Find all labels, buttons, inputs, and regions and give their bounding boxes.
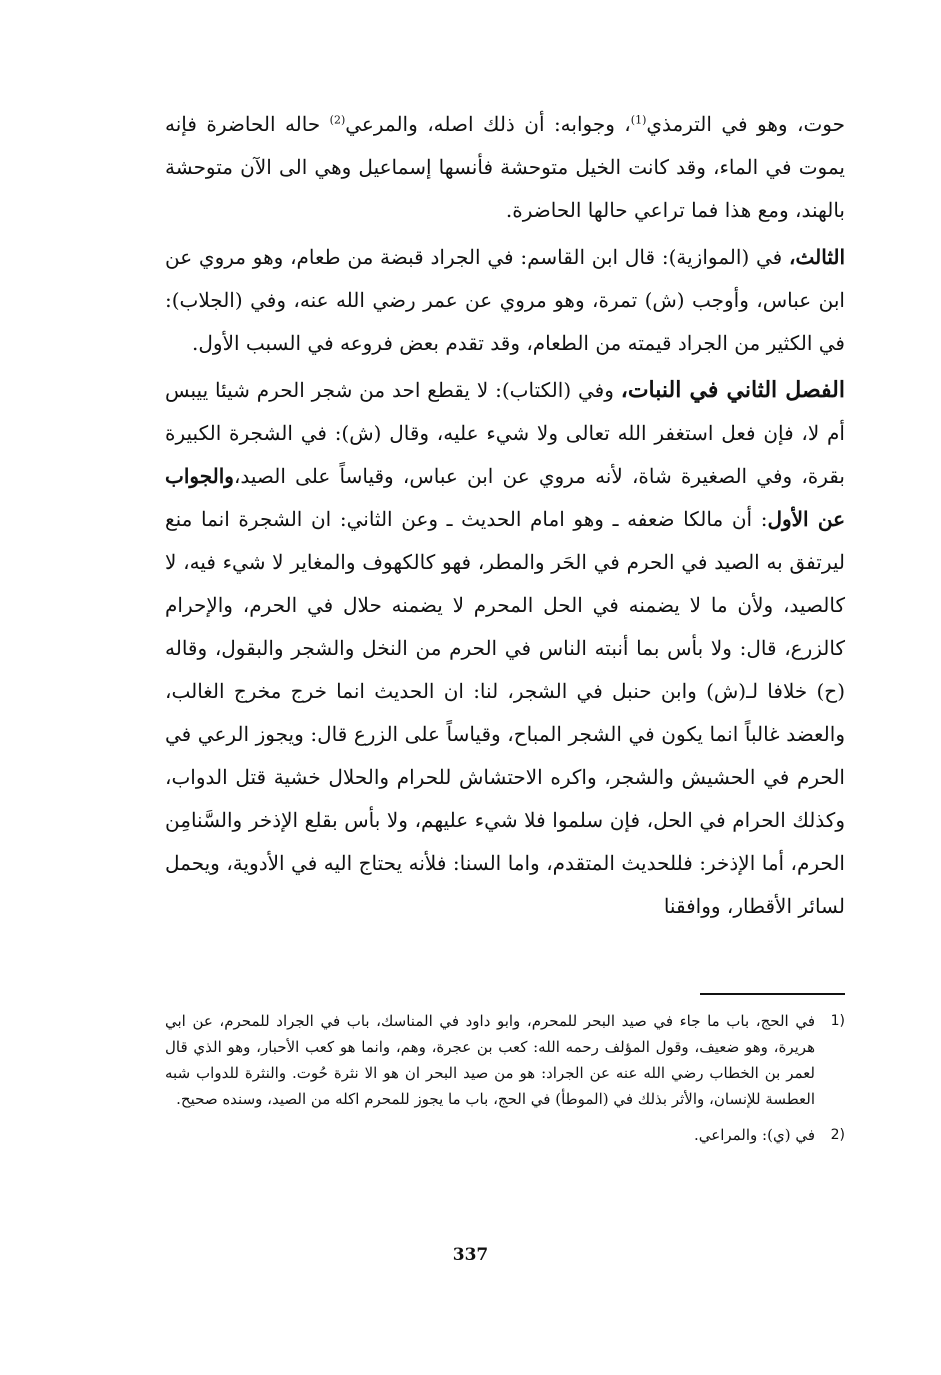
footnote-2 bbox=[165, 1122, 845, 1148]
paragraph-3-part-a: وفي (الكتاب): لا يقطع احد من شجر الحرم شيئا ييبس أم لا، فإن فعل استغفر الله تعالى ولا شيء عليه، وقال (ش): في الشجرة الكبيرة بقرة، وفي الصغيرة شاة، لأنه مروي عن ابن عباس، وقياساً على الصيد، bbox=[165, 378, 845, 488]
paragraph-3-part-b: : أن مالكا ضعفه ـ وهو امام الحديث ـ وعن الثاني: ان الشجرة انما منع ليرتفق به الصيد في الحرم في الحَر والمطر، فهو كالكهوف والمغاير لا شيء فيه، لا كالصيد، ولأن ما لا يضمنه في الحل المحرم لا يضمنه حلال في الحرم، والإحرام كالزرع، قال: ولا بأس بما أنبته الناس في الحرم من النخل والشجر والبقول، وقاله (ح) خلافا لـ(ش) وابن حنبل في الشجر، لنا: ان الحديث انما خرج مخرج الغالب، والعضد غالباً انما يكون في الشجر المباح، وقياساً على الزرع قال: ويجوز الرعي في الحرم في الحشيش والشجر، واكره الاحتشاش للحرام والحلال خشية قتل الدواب، وكذلك الحرام في الحل، فإن سلموا فلا شيء عليهم، ولا بأس بقلع الإذخر والسَّنامِن الحرم، أما الإذخر: فللحديث المتقدم، واما السنا: فلأنه يحتاج اليه في الأدوية، ويحمل لسائر الأقطار، ووافقنا bbox=[165, 507, 845, 918]
paragraph-3 bbox=[165, 369, 845, 928]
paragraph-1-part-a: حوت، وهو في الترمذي bbox=[646, 112, 845, 136]
paragraph-2 bbox=[165, 236, 845, 365]
footnote-marker-1[interactable]: (1) bbox=[630, 113, 647, 127]
page-number: 337 bbox=[452, 1245, 489, 1265]
paragraph-1 bbox=[165, 103, 845, 232]
answer-heading: والجواب عن الأول bbox=[165, 464, 845, 531]
footnote-1 bbox=[165, 1008, 845, 1112]
footnote-divider bbox=[700, 993, 845, 995]
footnote-1-number: 1) bbox=[830, 1013, 845, 1029]
footnotes bbox=[165, 1008, 845, 1148]
paragraph-2-heading: الثالث، bbox=[789, 245, 845, 269]
footnote-1-text: في الحج، باب ما جاء في صيد البحر للمحرم، وابو داود في المناسك، باب في الجراد للمحرم، عن ابي هريرة، وهو ضعيف، وقول المؤلف رحمه الله: كعب بن عجرة، وهم، وانما هو كعب الأحبار، وهو الذي قال لعمر بن الخطاب رضي الله عنه عن الجراد: هو من صيد البحر ان هو الا نثرة حُوت. والنثرة للدواب شبه العطسة للإنسان، والأثر بذلك في (الموطأ) في الحج، باب ما يجوز للمحرم اكله من الصيد، وسنده صحيح. bbox=[165, 1012, 815, 1108]
section-heading: الفصل الثاني في النبات، bbox=[620, 377, 845, 403]
paragraph-1-part-c: حاله الحاضرة فإنه يموت في الماء، وقد كانت الخيل متوحشة فأنسها إسماعيل وهي الى الآن متوحشة بالهند، ومع هذا فما تراعي حالها الحاضرة. bbox=[165, 112, 845, 222]
paragraph-2-text: في (الموازية): قال ابن القاسم: في الجراد قبضة من طعام، وهو مروي عن ابن عباس، وأوجب (ش) تمرة، وهو مروي عن عمر رضي الله عنه، وفي (الجلاب): في الكثير من الجراد قيمته من الطعام، وقد تقدم بعض فروعه في السبب الأول. bbox=[165, 245, 845, 355]
main-text bbox=[165, 103, 845, 928]
footnote-marker-2[interactable]: (2) bbox=[329, 113, 346, 127]
footnote-2-number: 2) bbox=[830, 1127, 845, 1143]
paragraph-1-part-b: ، وجوابه: أن ذلك اصله، والمرعي bbox=[345, 112, 631, 136]
footnote-2-text: في (ي): والمراعي. bbox=[693, 1126, 815, 1144]
